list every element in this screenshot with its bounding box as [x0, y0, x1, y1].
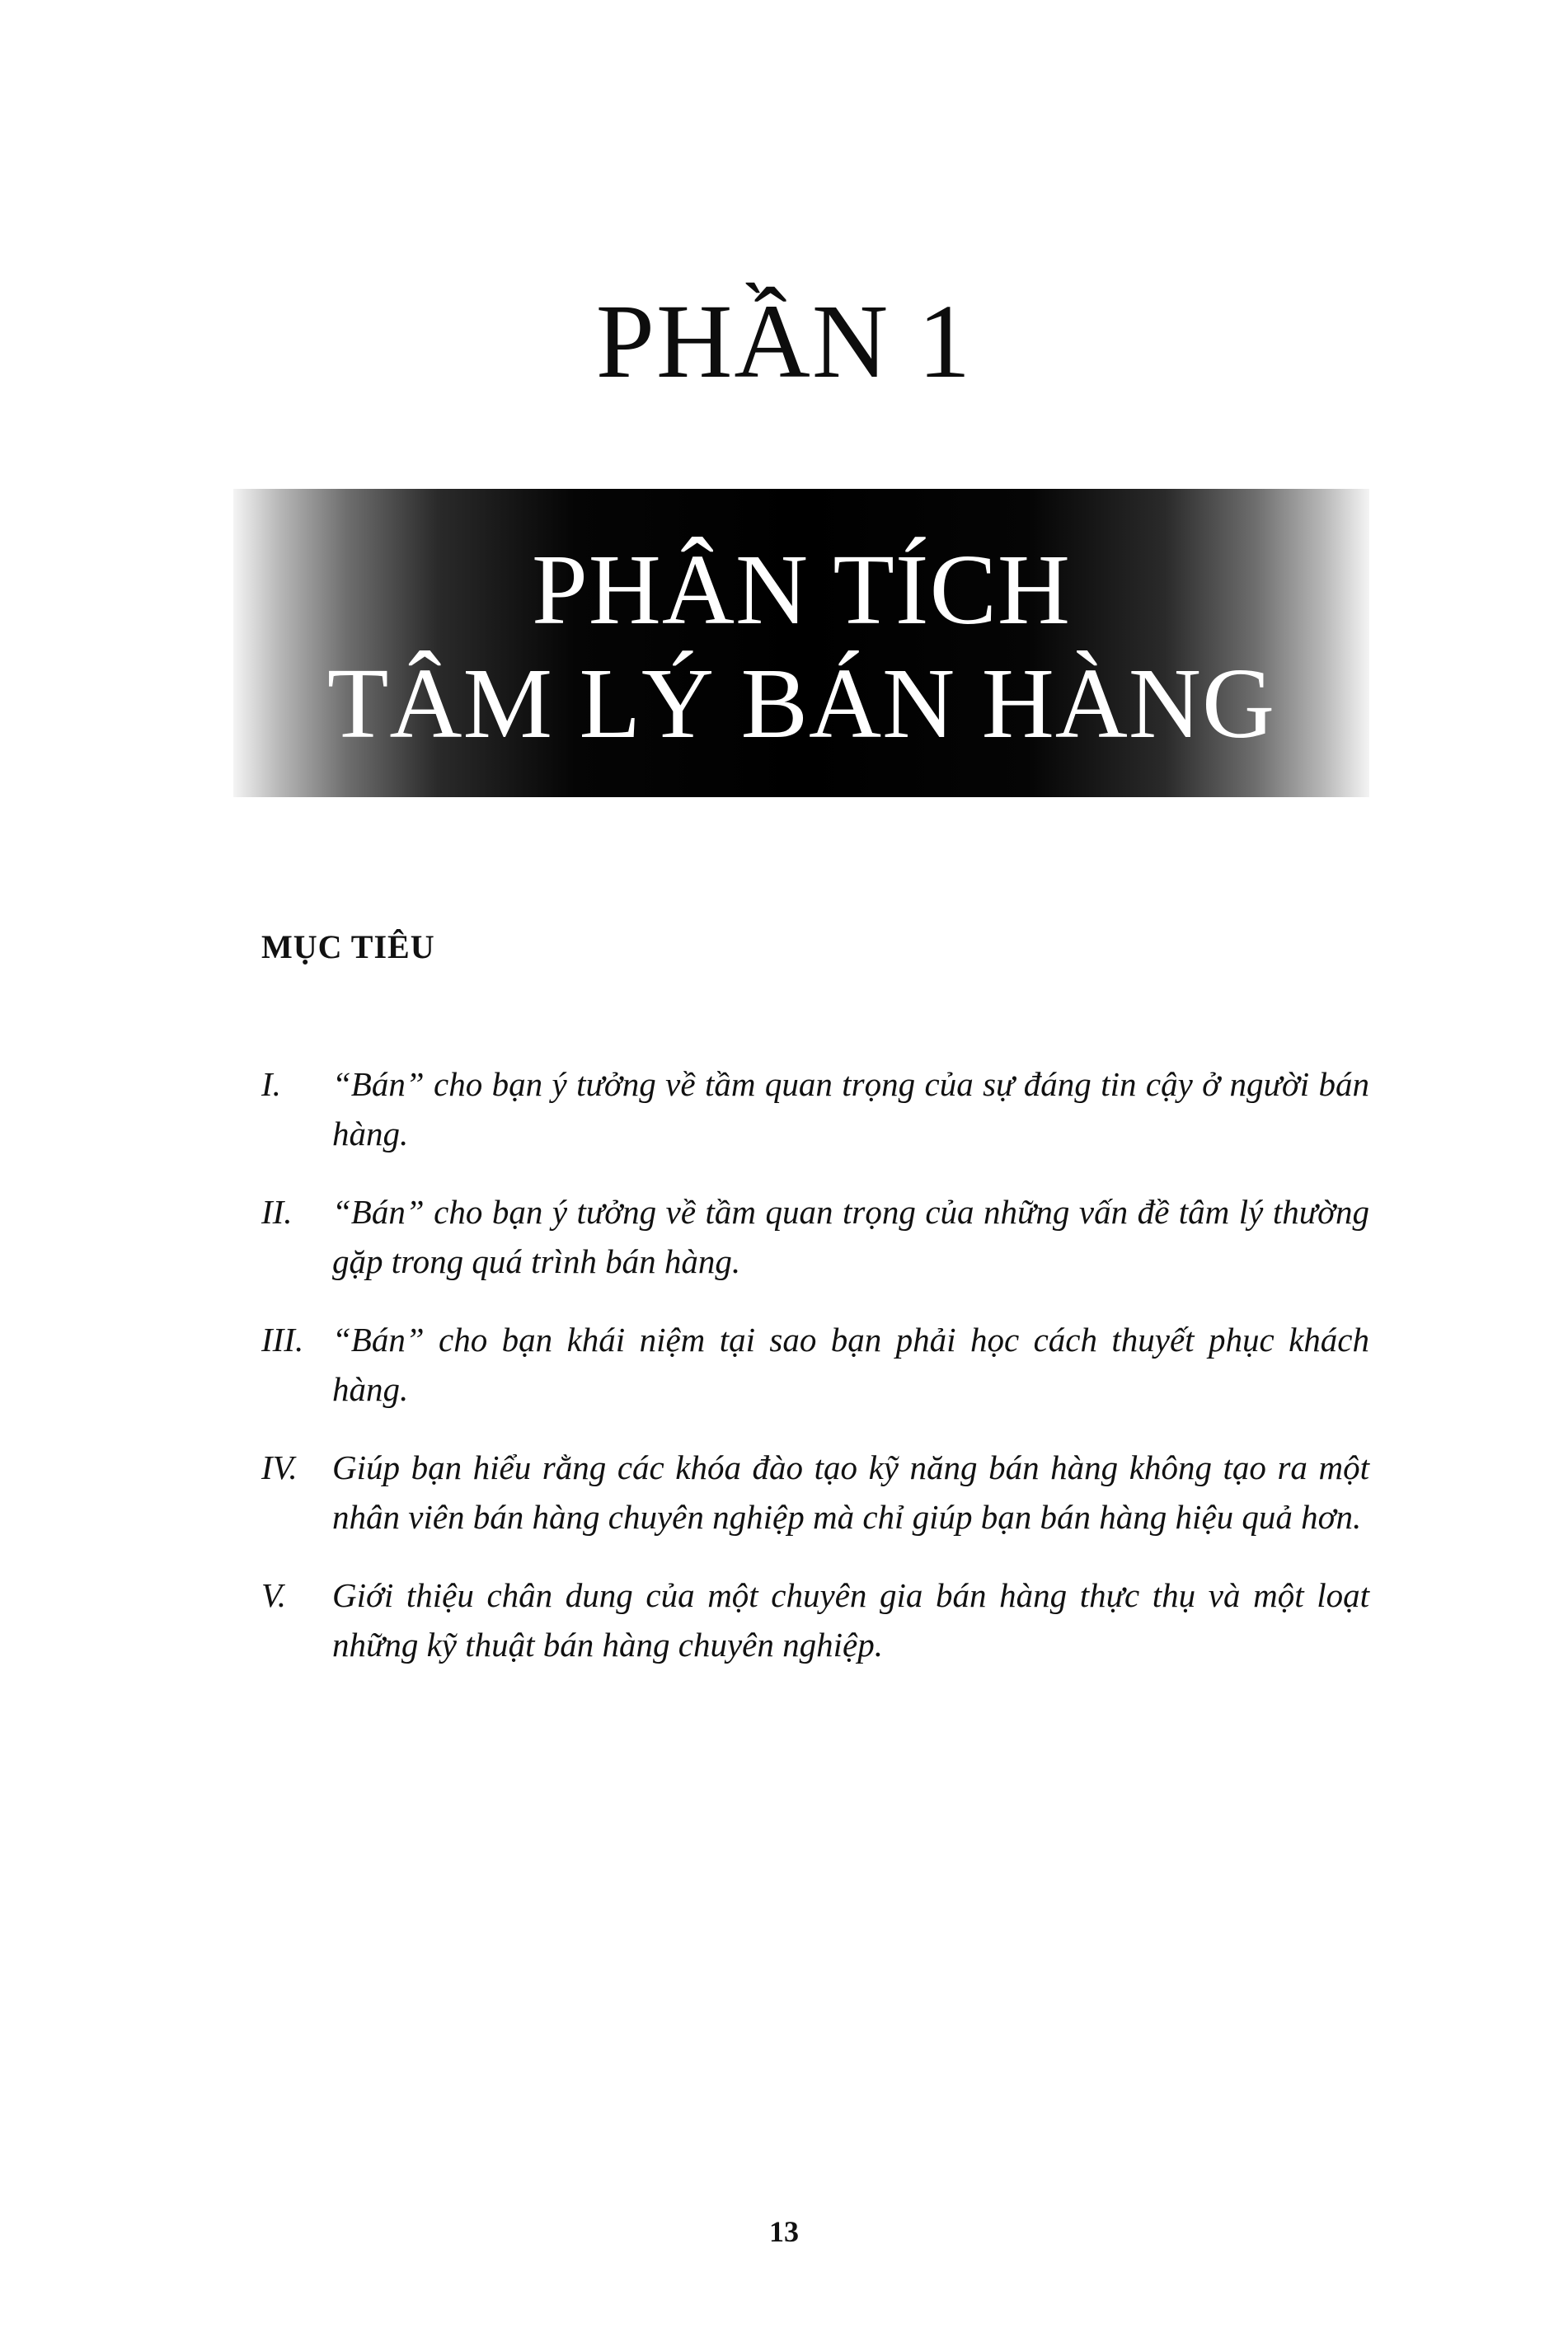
- objective-text: “Bán” cho bạn ý tưởng về tầm quan trọng của những vấn đề tâm lý thường gặp trong quá trình bán hàng.: [332, 1193, 1369, 1280]
- objective-item: [261, 1315, 1369, 1414]
- objective-numeral: III.: [261, 1321, 304, 1359]
- objective-text: Giúp bạn hiểu rằng các khóa đào tạo kỹ năng bán hàng không tạo ra một nhân viên bán hàng chuyên nghiệp mà chỉ giúp bạn bán hàng hiệu quả hơn.: [332, 1448, 1369, 1536]
- page-number: 13: [769, 2215, 799, 2248]
- objective-item: [261, 1059, 1369, 1158]
- objective-text: “Bán” cho bạn khái niệm tại sao bạn phải học cách thuyết phục khách hàng.: [332, 1321, 1369, 1408]
- title-line-1: PHÂN TÍCH: [531, 534, 1072, 645]
- part-heading: PHẦN 1: [595, 283, 973, 400]
- objective-numeral: IV.: [261, 1448, 298, 1486]
- objective-numeral: I.: [261, 1065, 281, 1103]
- objective-item: [261, 1570, 1369, 1669]
- objective-numeral: V.: [261, 1576, 287, 1614]
- objectives-list: [261, 1059, 1369, 1698]
- objective-item: [261, 1187, 1369, 1286]
- title-banner: [233, 489, 1369, 797]
- objective-numeral: II.: [261, 1193, 293, 1231]
- objective-item: [261, 1443, 1369, 1542]
- title-line-2: TÂM LÝ BÁN HÀNG: [326, 648, 1276, 759]
- objective-text: “Bán” cho bạn ý tưởng về tầm quan trọng của sự đáng tin cậy ở người bán hàng.: [332, 1065, 1369, 1152]
- objectives-heading: MỤC TIÊU: [261, 928, 435, 965]
- objective-text: Giới thiệu chân dung của một chuyên gia bán hàng thực thụ và một loạt những kỹ thuật bán hàng chuyên nghiệp.: [332, 1576, 1369, 1664]
